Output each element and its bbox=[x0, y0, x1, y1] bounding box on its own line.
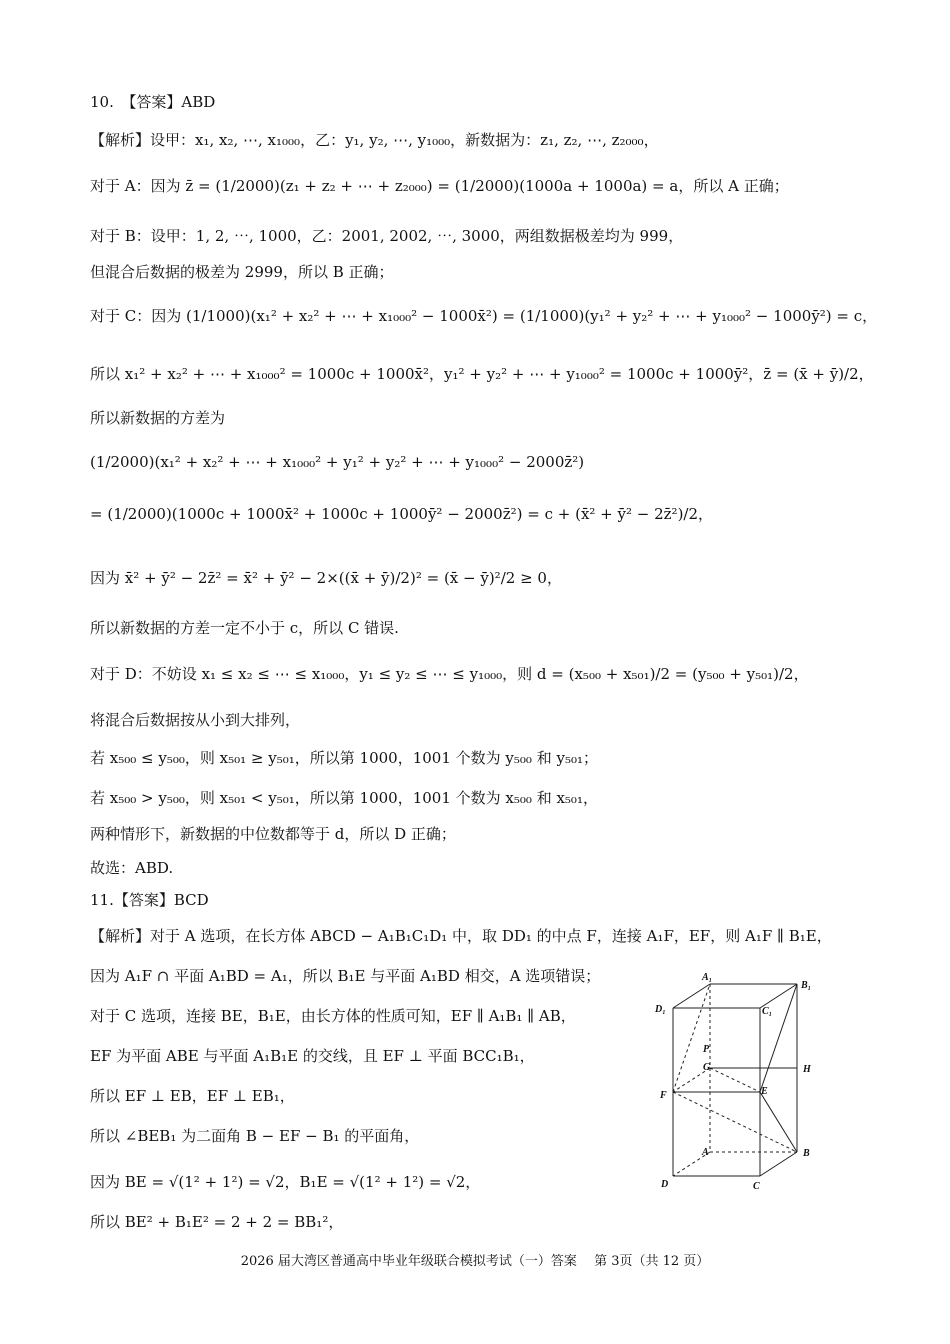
line-21: 因为 A₁F ∩ 平面 A₁BD = A₁，所以 B₁E 与平面 A₁BD 相交，A 选项错误； bbox=[90, 967, 601, 985]
line-26: 因为 BE = √(1² + 1²) = √2，B₁E = √(1² + 1²) = √2， bbox=[90, 1173, 481, 1191]
line-8: 所以新数据的方差为 bbox=[90, 409, 226, 427]
line-9: (1/2000)(x₁² + x₂² + ⋯ + x₁₀₀₀² + y₁² + y₂² + ⋯ + y₁₀₀₀² − 2000z̄²) bbox=[90, 453, 585, 471]
label-d: D bbox=[661, 1179, 669, 1190]
line-3: 对于 A：因为 z̄ = (1/2000)(z₁ + z₂ + ⋯ + z₂₀₀₀) = (1/2000)(1000a + 1000a) = a，所以 A 正确； bbox=[90, 177, 789, 195]
label-a: A bbox=[702, 1147, 709, 1158]
label-b: B bbox=[803, 1148, 810, 1159]
line-12: 所以新数据的方差一定不小于 c，所以 C 错误. bbox=[90, 619, 399, 637]
cuboid-figure bbox=[655, 970, 825, 1200]
line-24: 所以 EF ⊥ EB，EF ⊥ EB₁， bbox=[90, 1087, 295, 1105]
line-14: 将混合后数据按从小到大排列， bbox=[90, 711, 301, 729]
line-2: 【解析】设甲：x₁, x₂, ⋯, x₁₀₀₀，乙：y₁, y₂, ⋯, y₁₀₀₀，新数据为：z₁, z₂, ⋯, z₂₀₀₀， bbox=[90, 131, 659, 149]
line-1: 10. 【答案】ABD bbox=[90, 93, 216, 111]
label-c: C bbox=[753, 1181, 760, 1192]
label-b1: B₁ bbox=[801, 980, 812, 991]
line-25: 所以 ∠BEB₁ 为二面角 B − EF − B₁ 的平面角， bbox=[90, 1127, 420, 1145]
line-17: 两种情形下，新数据的中位数都等于 d，所以 D 正确； bbox=[90, 825, 456, 843]
label-a1: A₁ bbox=[702, 972, 713, 983]
label-c1: C₁ bbox=[762, 1006, 773, 1017]
line-15: 若 x₅₀₀ ≤ y₅₀₀，则 x₅₀₁ ≥ y₅₀₁，所以第 1000，1001 个数为 y₅₀₀ 和 y₅₀₁； bbox=[90, 749, 598, 767]
line-11: 因为 x̄² + ȳ² − 2z̄² = x̄² + ȳ² − 2×((x̄ + ȳ)/2)² = (x̄ − ȳ)²/2 ≥ 0， bbox=[90, 569, 562, 587]
label-f: F bbox=[660, 1090, 667, 1101]
line-13: 对于 D：不妨设 x₁ ≤ x₂ ≤ ⋯ ≤ x₁₀₀₀，y₁ ≤ y₂ ≤ ⋯ ≤ y₁₀₀₀，则 d = (x₅₀₀ + x₅₀₁)/2 = (y₅₀₀ + y₅₀₁)/2， bbox=[90, 665, 809, 683]
line-22: 对于 C 选项，连接 BE，B₁E，由长方体的性质可知，EF ∥ A₁B₁ ∥ AB， bbox=[90, 1007, 576, 1025]
line-10: = (1/2000)(1000c + 1000x̄² + 1000c + 1000ȳ² − 2000z̄²) = c + (x̄² + ȳ² − 2z̄²)/2， bbox=[90, 505, 714, 523]
page-footer: 2026 届大湾区普通高中毕业年级联合模拟考试（一）答案 第 3页（共 12 页） bbox=[240, 1254, 710, 1269]
line-5: 但混合后数据的极差为 2999，所以 B 正确； bbox=[90, 263, 394, 281]
line-7: 所以 x₁² + x₂² + ⋯ + x₁₀₀₀² = 1000c + 1000x̄²，y₁² + y₂² + ⋯ + y₁₀₀₀² = 1000c + 1000ȳ²，z̄ = (x̄ + ȳ)/2， bbox=[90, 365, 874, 383]
line-18: 故选：ABD. bbox=[90, 859, 174, 877]
line-23: EF 为平面 ABE 与平面 A₁B₁E 的交线，且 EF ⊥ 平面 BCC₁B₁， bbox=[90, 1047, 535, 1065]
line-27: 所以 BE² + B₁E² = 2 + 2 = BB₁²， bbox=[90, 1213, 344, 1231]
label-d1: D₁ bbox=[655, 1004, 666, 1015]
label-g: G bbox=[703, 1062, 711, 1073]
line-6: 对于 C：因为 (1/1000)(x₁² + x₂² + ⋯ + x₁₀₀₀² − 1000x̄²) = (1/1000)(y₁² + y₂² + ⋯ + y₁₀₀₀² − 1000ȳ²) = c， bbox=[90, 307, 878, 325]
label-e: E bbox=[761, 1086, 768, 1097]
label-h: H bbox=[803, 1064, 811, 1075]
label-p: P bbox=[703, 1044, 710, 1055]
line-16: 若 x₅₀₀ > y₅₀₀，则 x₅₀₁ < y₅₀₁，所以第 1000，1001 个数为 x₅₀₀ 和 x₅₀₁， bbox=[90, 789, 598, 807]
line-4: 对于 B：设甲：1, 2, ⋯, 1000，乙：2001, 2002, ⋯, 3000，两组数据极差均为 999， bbox=[90, 227, 684, 245]
line-19: 11.【答案】BCD bbox=[90, 891, 209, 909]
line-20: 【解析】对于 A 选项，在长方体 ABCD − A₁B₁C₁D₁ 中，取 DD₁ 的中点 F，连接 A₁F，EF，则 A₁F ∥ B₁E， bbox=[90, 927, 832, 945]
